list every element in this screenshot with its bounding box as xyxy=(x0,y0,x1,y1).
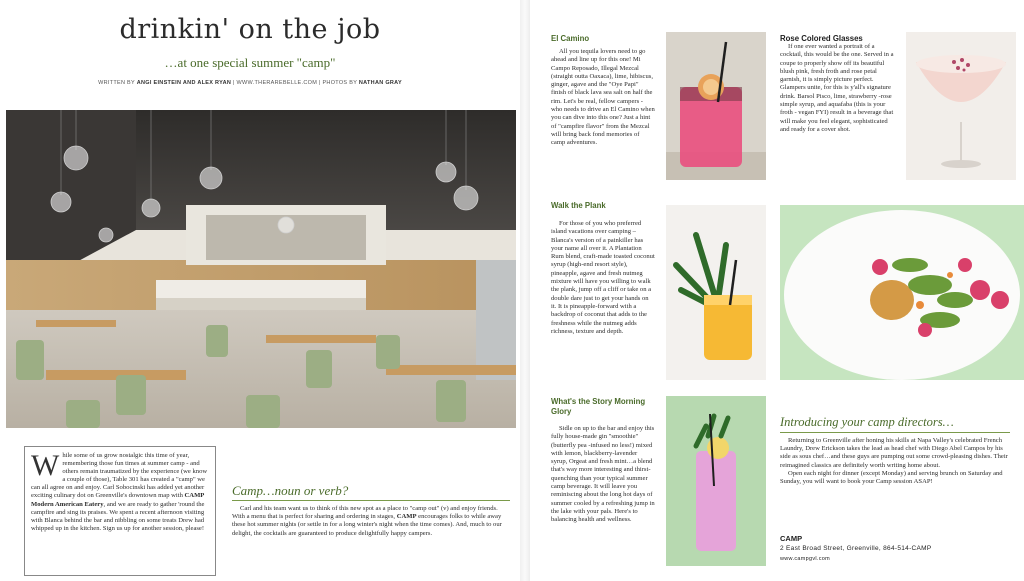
restaurant-interior-photo xyxy=(6,110,516,428)
el-camino-cocktail-illustration xyxy=(666,32,766,180)
drink-title-walk-the-plank: Walk the Plank xyxy=(551,201,606,210)
directors-heading: Introducing your camp directors… xyxy=(780,415,954,429)
article-credits xyxy=(0,80,500,86)
credits-photographer: NATHAN GRAY xyxy=(358,80,402,86)
drink-text-rose-colored-glasses xyxy=(780,43,898,134)
el-camino-photo xyxy=(666,32,766,180)
drink-title-rose-colored-glasses: Rose Colored Glasses xyxy=(780,34,863,43)
credits-separator: | xyxy=(232,80,235,86)
drink-text-walk-the-plank-body: For those of you who preferred island vacations over camping – Blanca's version of a painkiller has your name all over it. A Plantation Rum blend, craft-made toasted coconut syrup (high-end resort style), pineapple, agave and fresh nutmeg mixture will have you willing to walk the plank, jump off a cliff or take on a double dare just to get your hands on it. It is pineapple-forward with a backdrop of coconut that adds to the freshness while the nutmeg adds richness, texture and depth. xyxy=(551,220,655,335)
credits-separator: | xyxy=(318,80,321,86)
camp-section-rule xyxy=(232,500,510,501)
intro-text-continued: , and we are ready to gather 'round the campfire and sing its praises. We spent a recent afternoon visiting with Blanca behind the bar and nibbling on some treats Drew had whipped up in the kitchen. Sign us up for another session, please! xyxy=(31,500,205,532)
salad-dish-illustration xyxy=(780,205,1024,380)
intro-dropcap: W xyxy=(31,449,60,482)
camp-text-bold: CAMP xyxy=(396,513,417,521)
rose-colored-glasses-cocktail-illustration xyxy=(906,32,1016,180)
directors-rule xyxy=(780,432,1010,433)
contact-website: www.campgvl.com xyxy=(780,556,831,562)
morning-glory-cocktail-illustration xyxy=(666,396,766,566)
credits-photos-label: PHOTOS BY xyxy=(322,80,358,86)
drink-text-morning-glory-body: Sidle on up to the bar and enjoy this fully house-made gin "smoothie" (butterfly pea -infused no less!) mixed with lemon, blackberry-lavender syrup, Orgeat and fresh mint…a blend that's way more interesting and thirst-quenching than your typical summer camp beverage. It will leave you reminiscing about the long hot days of summer cooled by a refreshing jump in the lake with your pals. Here's to balancing health and wellness. xyxy=(551,425,655,524)
contact-name: CAMP xyxy=(780,534,803,543)
camp-text-part2: encourages folks to while away these hot summer nights (or settle in for a long winter's night when the time comes). And, much to our delight, the cocktails are guaranteed to produce delightfully happy campers. xyxy=(232,513,502,537)
drink-text-el-camino-body: All you tequila lovers need to go ahead and line up for this one! Mi Campo Reposado, Illegal Mezcal (straight outta Oaxaca), lime, hibiscus, ginger, agave and the "Oye Papi" finish of black lava sea salt on half the rim. Let's be real, fellow campers - who needs to drive an El Camino when you can dive into this one? Just a hint of "campfire flavor" from the Mezcal will bring back fond memories of camp adventures. xyxy=(551,48,655,147)
contact-address: 2 East Broad Street, Greenville, 864-514-CAMP xyxy=(780,545,932,552)
drink-title-el-camino: El Camino xyxy=(551,34,590,43)
walk-the-plank-cocktail-illustration xyxy=(666,205,766,380)
intro-text: hile some of us grow nostalgic this time of year, remembering those fun times at summer camp - and others remain traumatized by the experience (we know a couple of those), Table 301 has created a "camp" we can all agree on and enjoy. Carl Sobocinski has added yet another exciting culinary dot on Greenville's downtown map with xyxy=(31,452,208,500)
credits-written-label: WRITTEN BY xyxy=(98,80,135,86)
page-gutter xyxy=(520,0,530,581)
drink-text-walk-the-plank xyxy=(551,220,655,336)
rose-colored-glasses-photo xyxy=(906,32,1016,180)
camp-text-part1: Carl and his team want us to think of this new spot as a place to "camp out" (v) and enjoy friends. With a menu that is perfect for sharing and ordering in stages, xyxy=(232,505,498,521)
salad-dish-photo xyxy=(780,205,1024,380)
intro-restaurant-name: CAMP Modern American Eatery xyxy=(31,492,204,508)
camp-section-text xyxy=(232,505,510,538)
drink-text-rose-colored-glasses-body: If one ever wanted a portrait of a cocktail, this would be the one. Served in a coupe to properly show off its beautiful blush pink, fresh froth and rose petal garnish, it is simply picture perfect. Glampers unite, for this is y'all's signature drink. Barsol Pisco, lime, strawberry -rose simple syrup, and aquafaba (this is your froth - vegan FYI) result in a beverage that will make you feel elegant, sophisticated and ready for a cover shot. xyxy=(780,43,894,133)
morning-glory-photo xyxy=(666,396,766,566)
intro-text-box xyxy=(24,446,216,576)
directors-text xyxy=(780,437,1012,486)
drink-title-morning-glory: What's the Story Morning Glory xyxy=(551,397,646,416)
directors-text-body: Returning to Greenville after honing his skills at Napa Valley's celebrated French Laundry, Drew Erickson takes the lead as head chef with Diego Abel Campos by his side as sous chef…and these guys are pumping out some crowd-pleasing dishes. Their reimagined classics are definitely worth writing home about. xyxy=(780,437,1008,469)
camp-section-heading: Camp…noun or verb? xyxy=(232,483,349,498)
article-subhead: …at one special summer "camp" xyxy=(164,55,336,70)
drink-text-morning-glory xyxy=(551,425,655,525)
drink-text-el-camino xyxy=(551,48,655,148)
credits-website: WWW.THERAREBELLE.COM xyxy=(236,80,318,86)
directors-text-body-2: Open each night for dinner (except Monday) and serving brunch on Saturday and Sunday, you will want to book your Camp session ASAP! xyxy=(780,469,1003,486)
restaurant-interior-illustration xyxy=(6,110,516,428)
credits-authors: ANGI EINSTEIN AND ALEX RYAN xyxy=(136,80,232,86)
walk-the-plank-photo xyxy=(666,205,766,380)
article-headline: drinkin' on the job xyxy=(119,14,381,45)
